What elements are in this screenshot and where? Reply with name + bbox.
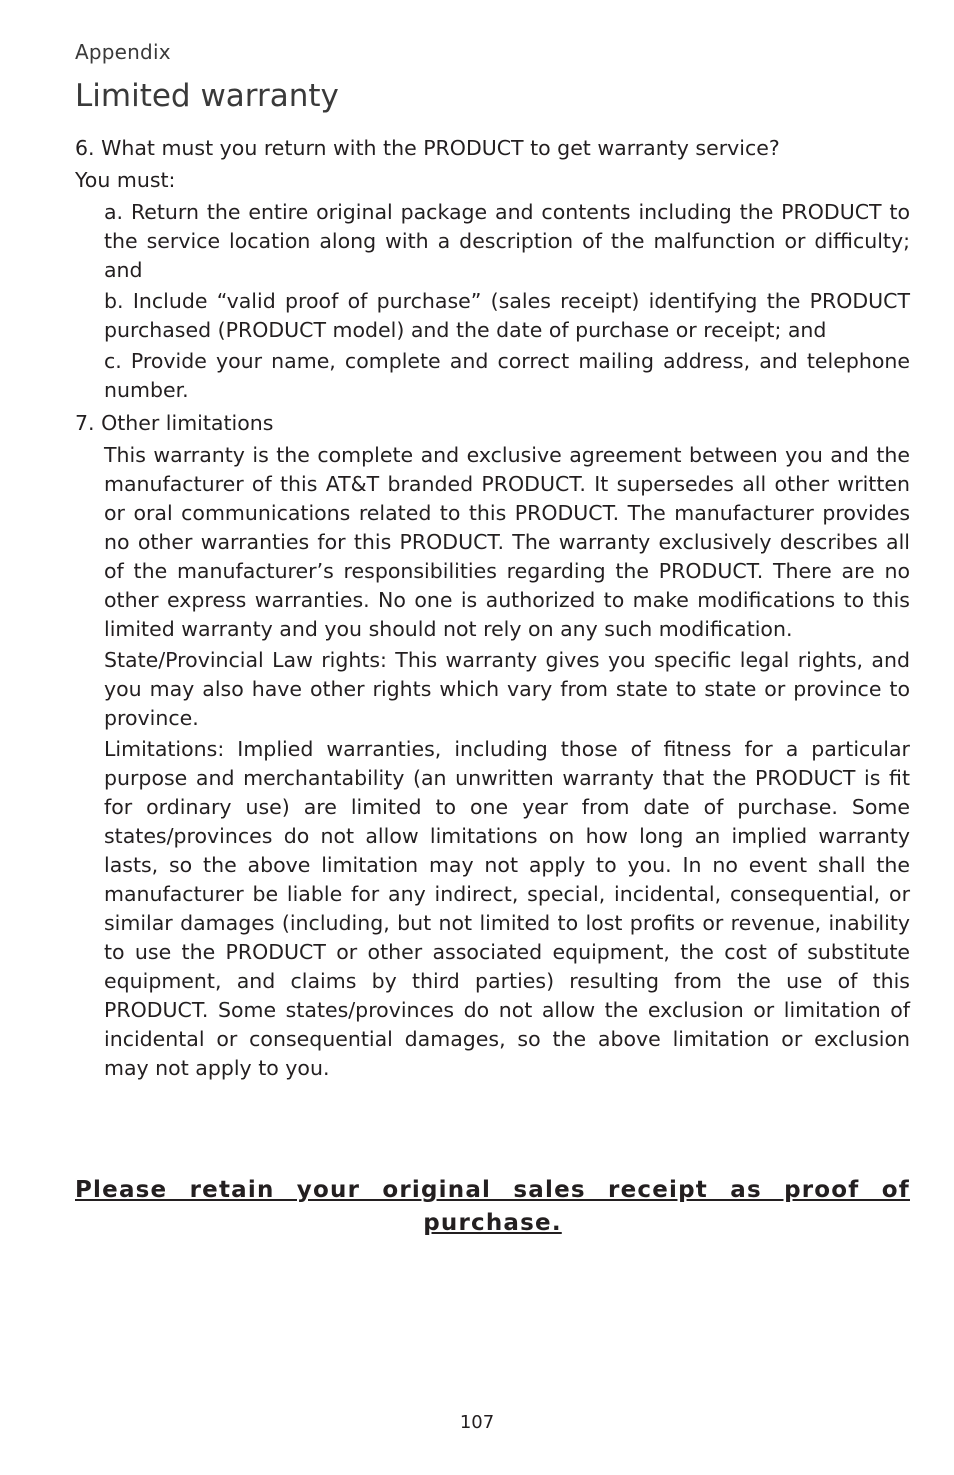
limitations-paragraph-law-rights: State/Provincial Law rights: This warranty gives you specific legal rights, and you may also have other rights which vary from state to state or province to province. [104,648,910,730]
page-number: 107 [459,1412,495,1433]
return-item-c: c. Provide your name, complete and correct mailing address, and telephone number. [104,349,910,402]
warranty-body [75,134,910,1085]
section-7-heading: 7. Other limitations [75,411,274,435]
limitations-paragraph-agreement: This warranty is the complete and exclusive agreement between you and the manufacturer of this AT&T branded PRODUCT. It supersedes all other written or oral communications related to this PRODUCT. The manufacturer provides no other warranties for this PRODUCT. The warranty exclusively describes all of the manufacturer’s responsibilities regarding the PRODUCT. There are no other express warranties. No one is authorized to make modifications to this limited warranty and you should not rely on any such modification. [104,443,910,641]
section-6-question: 6. What must you return with the PRODUCT to get warranty service? [75,136,780,160]
page-title: Limited warranty [75,78,339,114]
section-6-intro: You must: [75,168,176,192]
limitations-paragraph-implied: Limitations: Implied warranties, including those of fitness for a particular purpose and merchantability (an unwritten warranty that the PRODUCT is fit for ordinary use) are limited to one year from date of purchase. Some states/provinces do not allow limitations on how long an implied warranty lasts, so the above limitation may not apply to you. In no event shall the manufacturer be liable for any indirect, special, incidental, consequential, or similar damages (including, but not limited to lost profits or revenue, inability to use the PRODUCT or other associated equipment, the cost of substitute equipment, and claims by third parties) resulting from the use of this PRODUCT. Some states/provinces do not allow the exclusion or limitation of incidental or consequential damages, so the above limitation or exclusion may not apply to you. [104,737,910,1080]
return-item-b: b. Include “valid proof of purchase” (sales receipt) identifying the PRODUCT purchased (PRODUCT model) and the date of purchase or receipt; and [104,289,910,342]
retain-receipt-note: Please retain your original sales receipt as proof of purchase. [75,1177,910,1236]
section-label: Appendix [75,40,171,64]
return-item-a: a. Return the entire original package and contents including the PRODUCT to the service location along with a description of the malfunction or difficulty; and [104,200,910,282]
